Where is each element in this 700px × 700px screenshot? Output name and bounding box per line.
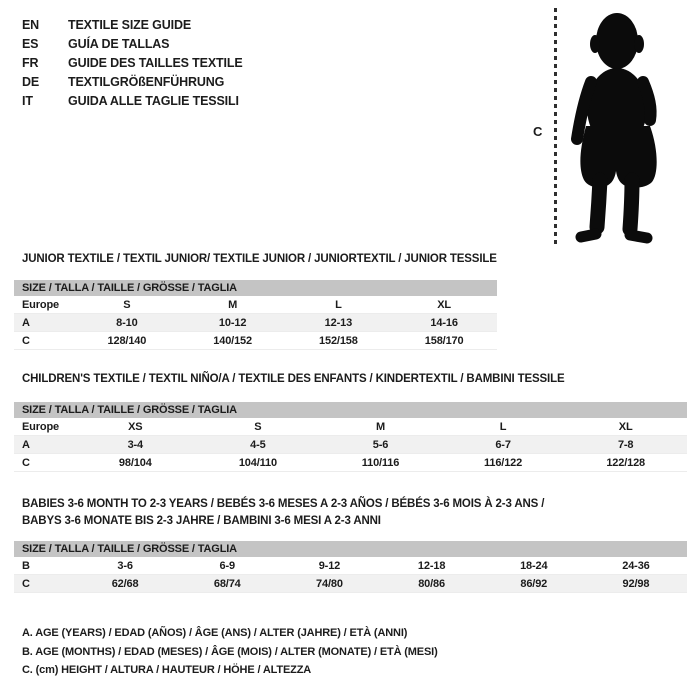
language-title: GUÍA DE TALLAS (68, 36, 170, 51)
table-cell: M (228, 298, 238, 311)
row-label: C (22, 456, 30, 469)
table-cell: 128/140 (107, 334, 147, 347)
table-cell: L (499, 420, 507, 433)
row-label: A (22, 438, 30, 451)
table-cell: 5-6 (372, 438, 389, 451)
language-code: IT (22, 93, 33, 108)
table-cell: 104/110 (238, 456, 277, 469)
table-cell: S (123, 298, 131, 311)
table-row-age (14, 314, 497, 332)
language-row-en (22, 15, 243, 34)
language-row-fr (22, 53, 243, 72)
section-heading-babies-line1: BABIES 3-6 MONTH TO 2-3 YEARS / BEBÉS 3-6 MESES A 2-3 AÑOS / BÉBÉS 3-6 MOIS À 2-3 ANS / (22, 498, 545, 510)
language-code: EN (22, 17, 40, 32)
table-cell: 122/128 (606, 456, 646, 469)
babies-size-table (14, 541, 687, 593)
language-row-it (22, 91, 243, 110)
table-row-height (14, 332, 497, 350)
language-code: ES (22, 36, 39, 51)
row-label: Europe (22, 420, 59, 433)
junior-size-table (14, 280, 497, 350)
table-row-height (14, 575, 687, 593)
row-label: A (22, 316, 30, 329)
table-cell: 116/122 (484, 456, 523, 469)
row-label: C (22, 577, 30, 590)
table-cell: 86/92 (520, 577, 548, 590)
table-cell: 68/74 (213, 577, 241, 590)
table-cell: 140/152 (213, 334, 252, 347)
language-code: FR (22, 55, 39, 70)
language-list (22, 15, 243, 110)
table-cell: 7-8 (617, 438, 634, 451)
table-row-europe (14, 418, 687, 436)
table-cell: 18-24 (520, 559, 548, 572)
table-cell: 92/98 (622, 577, 650, 590)
table-cell: 74/80 (316, 577, 343, 590)
language-title: TEXTILGRÖßENFÜHRUNG (68, 74, 225, 89)
table-cell: 80/86 (418, 577, 445, 590)
language-code: DE (22, 74, 40, 89)
table-cell: 158/170 (424, 334, 464, 347)
legend-note-b: B. AGE (MONTHS) / EDAD (MESES) / ÂGE (MOIS) / ALTER (MONATE) / ETÀ (MESI) (22, 645, 438, 658)
table-cell: 6-7 (495, 438, 511, 451)
size-table-header: SIZE / TALLA / TAILLE / GRÖSSE / TAGLIA (14, 541, 687, 557)
section-heading-junior: JUNIOR TEXTILE / TEXTIL JUNIOR/ TEXTILE JUNIOR / JUNIORTEXTIL / JUNIOR TESSILE (22, 253, 497, 265)
table-cell: XL (437, 298, 451, 311)
table-cell: 14-16 (430, 316, 458, 329)
table-cell: 110/116 (361, 456, 400, 469)
table-cell: L (335, 298, 342, 311)
table-cell: 9-12 (318, 559, 341, 572)
table-cell: S (254, 420, 262, 433)
height-dashed-line (554, 8, 557, 244)
legend-notes (22, 624, 438, 680)
section-heading-babies-line2: BABYS 3-6 MONATE BIS 2-3 JAHRE / BAMBINI 3-6 MESI A 2-3 ANNI (22, 515, 381, 527)
row-label: Europe (22, 298, 59, 311)
table-cell: 98/104 (118, 456, 152, 469)
language-title: GUIDA ALLE TAGLIE TESSILI (68, 93, 239, 108)
size-table-header: SIZE / TALLA / TAILLE / GRÖSSE / TAGLIA (14, 402, 687, 418)
row-label: B (22, 559, 30, 572)
section-heading-babies (22, 496, 544, 530)
table-cell: 24-36 (622, 559, 650, 572)
height-c-label: C (533, 124, 543, 139)
legend-note-c: C. (cm) HEIGHT / ALTURA / HAUTEUR / HÖHE / ALTEZZA (22, 664, 312, 676)
row-label: C (22, 334, 30, 347)
baby-silhouette-icon (560, 8, 668, 244)
language-title: TEXTILE SIZE GUIDE (68, 17, 192, 32)
children-size-table (14, 402, 687, 472)
language-row-es (22, 34, 243, 53)
table-cell: 3-4 (127, 438, 144, 451)
table-cell: XS (128, 420, 143, 433)
table-cell: 6-9 (219, 559, 235, 572)
table-cell: M (375, 420, 385, 433)
table-cell: 12-18 (417, 559, 446, 572)
language-title: GUIDE DES TAILLES TEXTILE (68, 55, 243, 70)
table-cell: 62/68 (111, 577, 139, 590)
table-row-months (14, 557, 687, 575)
table-row-age (14, 436, 687, 454)
section-heading-children: CHILDREN'S TEXTILE / TEXTIL NIÑO/A / TEXTILE DES ENFANTS / KINDERTEXTIL / BAMBINI TESSILE (22, 373, 565, 385)
table-cell: 4-5 (250, 438, 266, 451)
table-cell: 12-13 (324, 316, 353, 329)
language-row-de (22, 72, 243, 91)
table-cell: XL (618, 420, 633, 433)
table-cell: 152/158 (319, 334, 358, 347)
legend-note-a: A. AGE (YEARS) / EDAD (AÑOS) / ÂGE (ANS) / ALTER (JAHRE) / ETÀ (ANNI) (22, 627, 408, 639)
size-table-header: SIZE / TALLA / TAILLE / GRÖSSE / TAGLIA (14, 280, 497, 296)
table-row-europe (14, 296, 497, 314)
table-cell: 8-10 (116, 316, 138, 329)
table-cell: 10-12 (218, 316, 247, 329)
table-cell: 3-6 (117, 559, 133, 572)
table-row-height (14, 454, 687, 472)
